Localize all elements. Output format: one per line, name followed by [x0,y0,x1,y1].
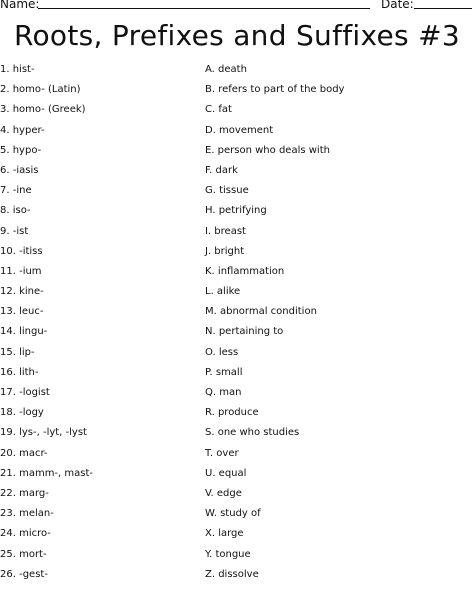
definition-item: P. small [205,366,243,378]
term-item: 13. leuc- [0,306,44,318]
term-item: 26. -gest- [0,568,48,580]
definition-item: Z. dissolve [205,568,259,580]
worksheet-header [0,0,474,11]
definition-item: L. alike [205,286,241,298]
term-item: 19. lys-, -lyt, -lyst [0,427,87,439]
definition-item: W. study of [205,508,261,520]
term-item: 6. -iasis [0,164,39,176]
term-item: 8. iso- [0,205,31,217]
definition-item: H. petrifying [205,205,267,217]
name-label: Name: [0,0,40,11]
term-item: 25. mort- [0,548,47,560]
term-item: 20. macr- [0,447,48,459]
name-blank [38,8,370,9]
term-item: 23. melan- [0,508,54,520]
term-item: 22. marg- [0,487,49,499]
definition-item: X. large [205,528,244,540]
term-item: 14. lingu- [0,326,48,338]
definition-item: A. death [205,64,247,75]
term-item: 9. -ist [0,225,29,237]
definition-item: S. one who studies [205,427,300,439]
definition-item: D. movement [205,124,274,136]
definition-item: C. fat [205,104,232,116]
definition-item: R. produce [205,407,259,419]
definition-item: N. pertaining to [205,326,284,338]
term-item: 3. homo- (Greek) [0,104,86,116]
definition-item: G. tissue [205,185,249,197]
definition-item: O. less [205,346,239,358]
term-item: 12. kine- [0,286,44,298]
term-item: 5. hypo- [0,144,42,156]
definitions-list [205,63,470,588]
definition-item: Q. man [205,387,242,398]
definition-item: T. over [205,447,239,459]
term-item: 4. hyper- [0,124,45,136]
terms-list [0,63,200,588]
definition-item: I. breast [205,225,246,237]
term-item: 24. micro- [0,528,51,540]
definition-item: B. refers to part of the body [205,84,345,96]
definition-item: K. inflammation [205,265,285,277]
page-title: Roots, Prefixes and Suffixes #3 [14,19,460,52]
definition-item: Y. tongue [205,548,251,560]
term-item: 18. -logy [0,407,44,419]
definition-item: M. abnormal condition [205,306,317,318]
term-item: 17. -logist [0,387,50,398]
term-item: 16. lith- [0,366,39,378]
term-item: 7. -ine [0,185,32,197]
term-item: 10. -itiss [0,245,43,257]
definition-item: U. equal [205,467,247,479]
definition-item: E. person who deals with [205,144,330,156]
term-item: 15. lip- [0,346,35,358]
term-item: 11. -ium [0,265,42,277]
date-label: Date: [381,0,414,11]
definition-item: V. edge [205,487,242,499]
term-item: 1. hist- [0,64,35,75]
definition-item: F. dark [205,164,238,176]
definition-item: J. bright [205,245,245,257]
date-blank [414,8,472,9]
term-item: 21. mamm-, mast- [0,467,94,479]
term-item: 2. homo- (Latin) [0,84,81,96]
